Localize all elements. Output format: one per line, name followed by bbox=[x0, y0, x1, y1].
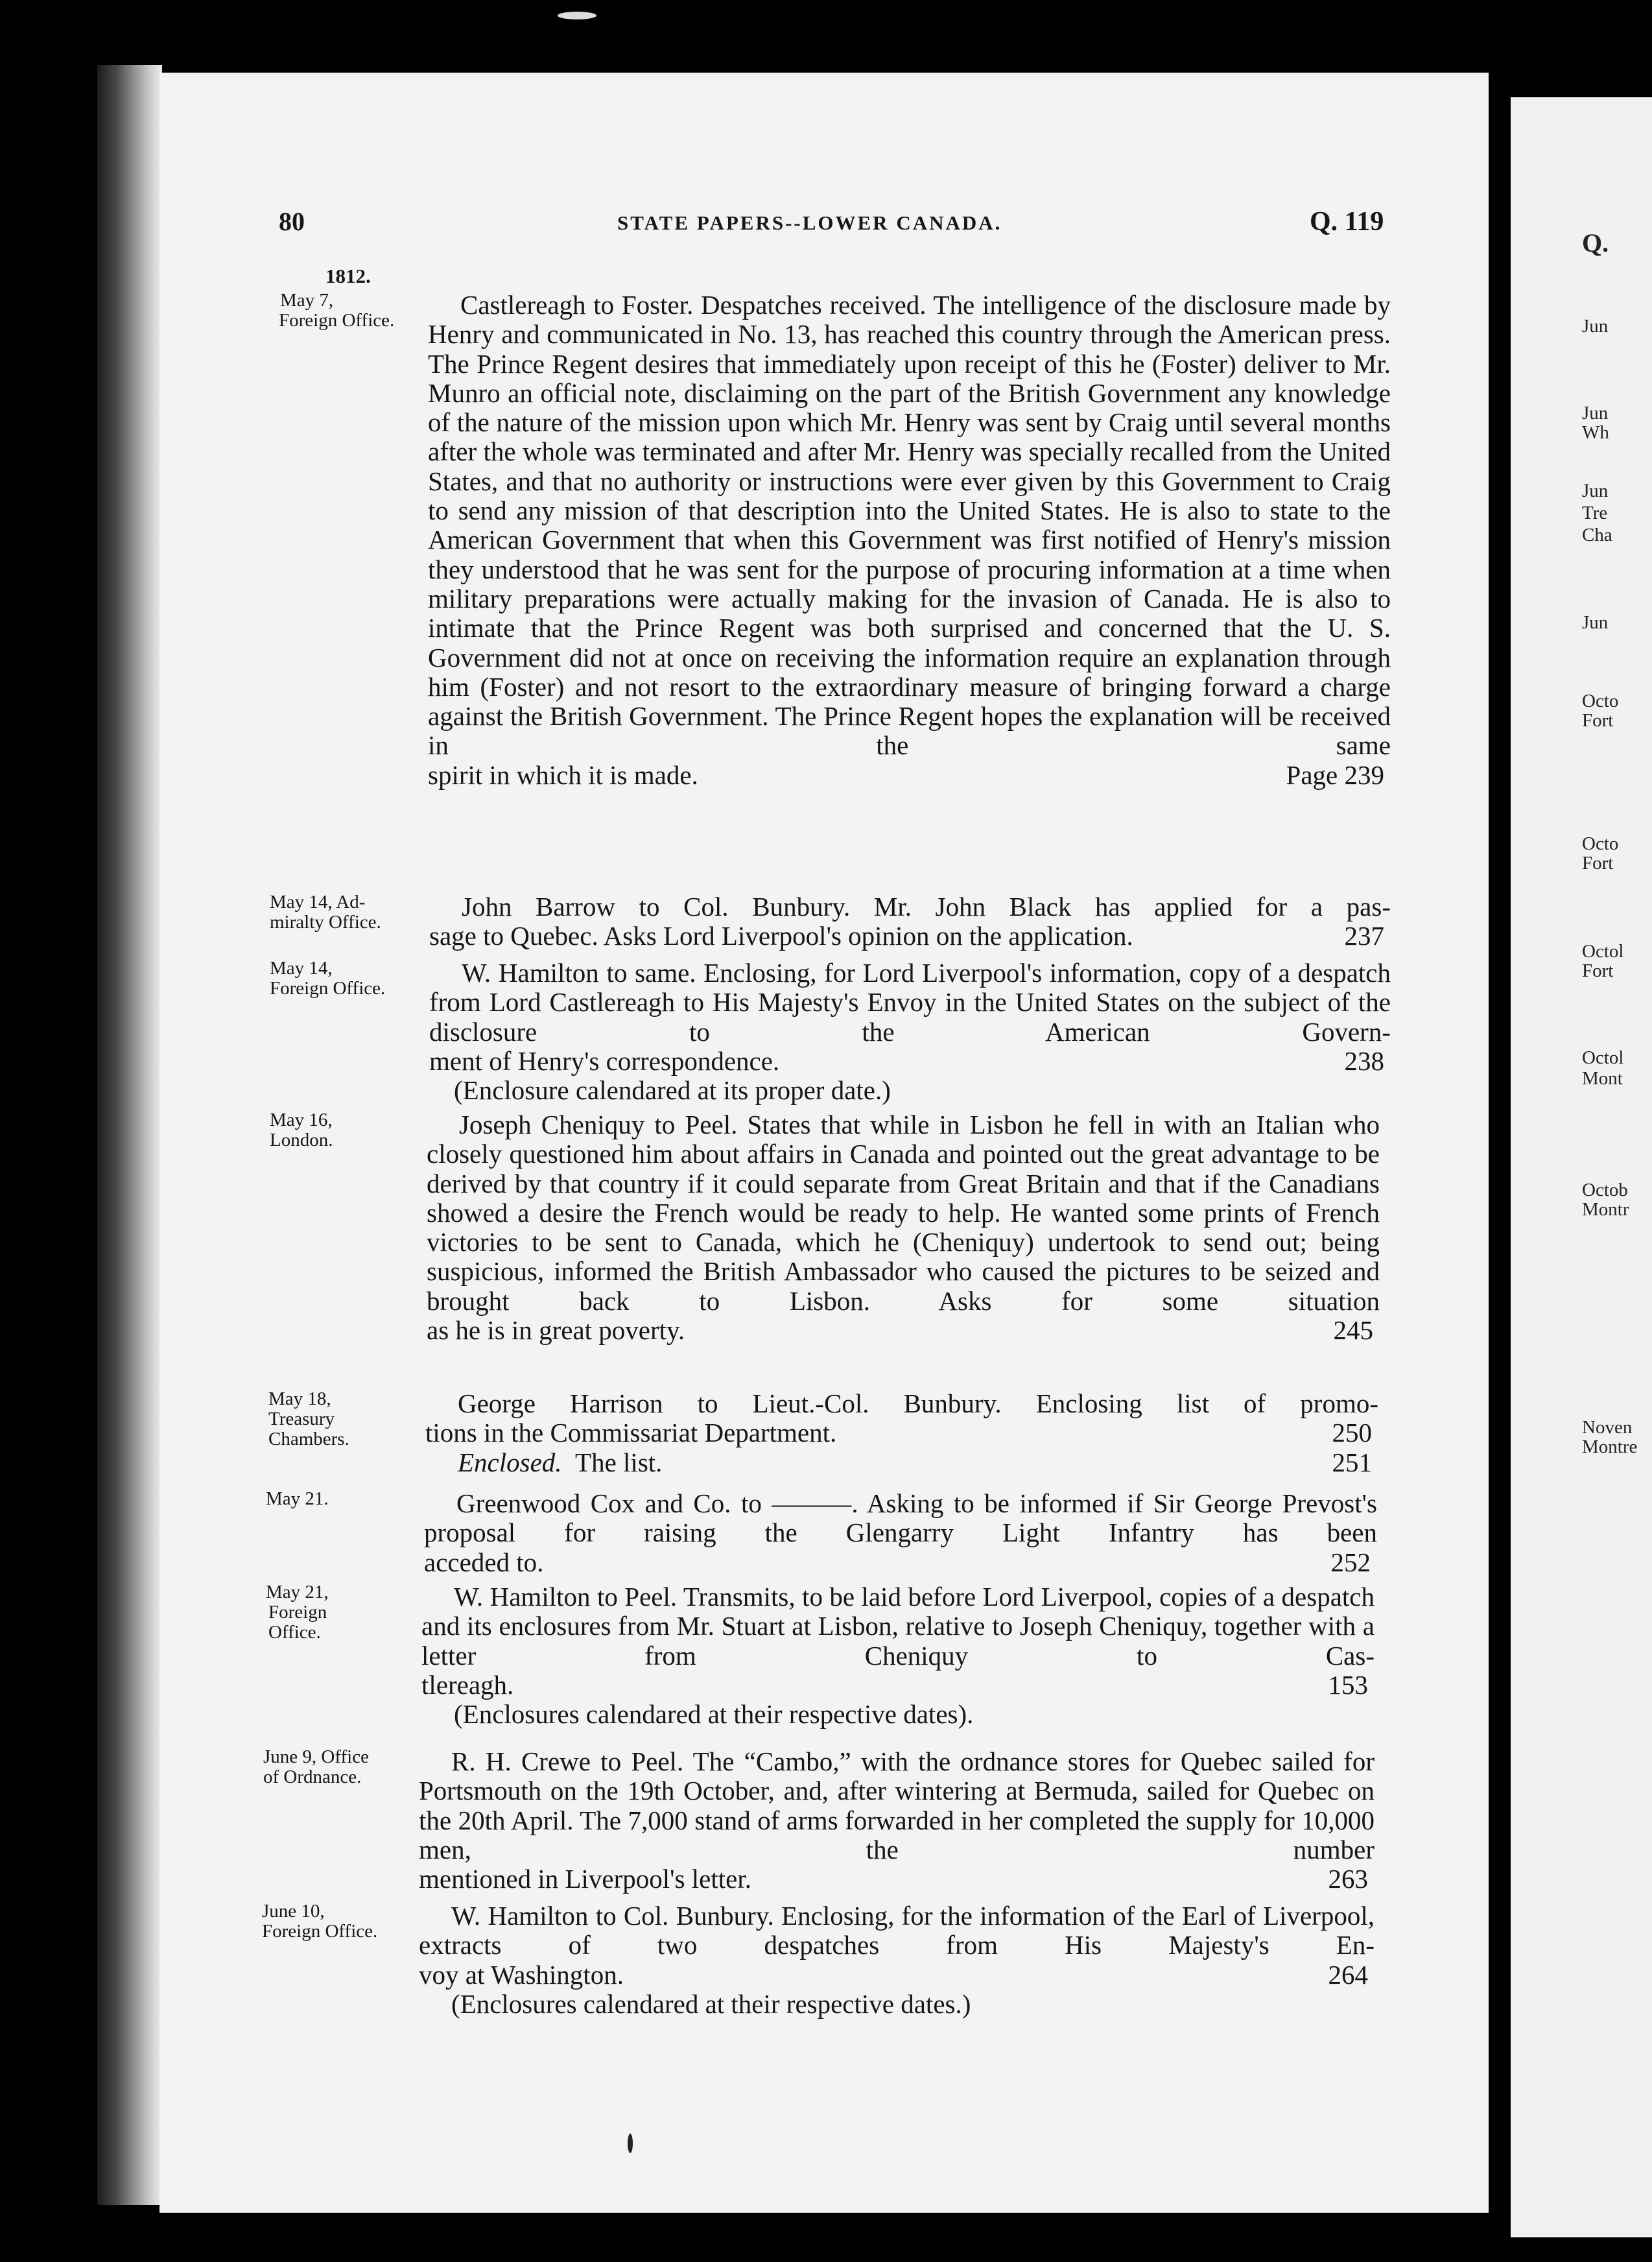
enclosure-note: (Enclosure calendared at its proper date.) bbox=[454, 1075, 891, 1106]
facing-fragment: Mont bbox=[1582, 1068, 1623, 1089]
entry-last-text: ment of Henry's correspondence. bbox=[429, 1045, 780, 1076]
enclosed-page-ref: 251 bbox=[1332, 1447, 1372, 1477]
entry-margin-note bbox=[266, 1489, 441, 1509]
entry-date: May 14, Ad- bbox=[270, 892, 366, 912]
enclosure-note: (Enclosures calendared at their respective dates). bbox=[454, 1699, 974, 1730]
facing-fragment: Q. bbox=[1582, 228, 1609, 257]
entry-last-line bbox=[425, 1418, 1378, 1447]
entry-body bbox=[421, 1582, 1375, 1700]
facing-fragment: Jun bbox=[1582, 612, 1609, 633]
entry-page-ref: 245 bbox=[1333, 1315, 1373, 1346]
entry-text: Greenwood Cox and Co. to ———. Asking to be informed if Sir George Prevost's proposal for raising the Glengarry Light Infantry has been bbox=[424, 1488, 1377, 1548]
entry-last-text: spirit in which it is made. bbox=[428, 759, 698, 790]
entry-text: Castlereagh to Foster. Despatches received. The intelligence of the disclosure made by Henry and communicated in No. 13, has reached this country through the American press. The Prince Regent desires that immediately upon receipt of this he (Foster) deliver to Mr. Munro an official note, disclaiming on the part of the British Government any knowledge of the nature of the mission upon which Mr. Henry was sent by Craig until several months after the whole was terminated and after Mr. Henry was specially recalled from the United States, and that no authority or instructions were ever given by this Government to Craig to send any mission of that description into the United States. He is also to state to the American Government that when this Government was first notified of Henry's mission they understood that he was sent for the purpose of procuring information at a time when military preparations were actually making for the invasion of Canada. He is also to intimate that the Prince Regent was both surprised and concerned that the U. S. Government did not at once on receiving the information require an explanation through him (Foster) and not resort to the extraordinary measure of bringing forward a charge against the British Government. The Prince Regent hopes the explanation will be received in the same bbox=[428, 290, 1391, 761]
entry-last-line bbox=[419, 1864, 1375, 1894]
calendar-entry bbox=[259, 291, 1391, 790]
entry-text: W. Hamilton to Col. Bunbury. Enclosing, for the information of the Earl of Liverpool, extracts of two despatches from His Majesty's En- bbox=[419, 1901, 1375, 1960]
entry-page-ref: 264 bbox=[1328, 1959, 1368, 1990]
entry-date: May 7, bbox=[280, 290, 334, 311]
entry-body bbox=[419, 1901, 1375, 1990]
entry-text: W. Hamilton to Peel. Transmits, to be laid before Lord Liverpool, copies of a despatch and its enclosures from Mr. Stuart at Lisbon, relative to Joseph Cheniquy, together with a letter from Cheniquy to Cas- bbox=[421, 1582, 1375, 1671]
entry-body bbox=[419, 1747, 1375, 1894]
entry-margin-note bbox=[262, 1901, 437, 1942]
entry-date: May 14, bbox=[270, 958, 333, 979]
facing-page bbox=[1511, 97, 1652, 2237]
entry-date: June 10, bbox=[262, 1901, 325, 1922]
entry-last-text: mentioned in Liverpool's letter. bbox=[419, 1864, 751, 1894]
entry-place: miralty Office. bbox=[270, 912, 381, 933]
entry-page-ref: 237 bbox=[1344, 921, 1384, 951]
entry-body bbox=[429, 958, 1391, 1076]
facing-fragment: Tre bbox=[1582, 503, 1608, 523]
calendar-entry bbox=[259, 958, 1391, 1105]
calendar-entry bbox=[259, 1489, 1391, 1577]
facing-fragment: Fort bbox=[1582, 710, 1614, 731]
entry-margin-note bbox=[270, 958, 445, 999]
entry-place: Foreign Office. bbox=[270, 978, 386, 999]
enclosed-text: The list. bbox=[575, 1447, 663, 1477]
facing-fragment: Cha bbox=[1582, 525, 1612, 545]
facing-fragment: Fort bbox=[1582, 960, 1614, 981]
facing-fragment: Noven bbox=[1582, 1417, 1633, 1438]
entry-page-ref: 252 bbox=[1330, 1547, 1371, 1577]
entry-last-line bbox=[428, 761, 1391, 790]
entry-last-line bbox=[419, 1960, 1375, 1990]
facing-fragment: Octob bbox=[1582, 1180, 1628, 1200]
book-gutter-shadow bbox=[97, 65, 162, 2205]
facing-fragment: Jun bbox=[1582, 316, 1609, 337]
enclosed-label: Enclosed. bbox=[458, 1447, 562, 1477]
calendar-entry bbox=[259, 1389, 1391, 1477]
entry-body bbox=[427, 1110, 1380, 1345]
calendar-entry bbox=[259, 892, 1391, 951]
entry-text: Joseph Cheniquy to Peel. States that while in Lisbon he fell in with an Italian who closely questioned him about affairs in Canada and pointed out the great advantage to be derived by that country if it could separate from Great Britain and that if the Canadians showed a desire the French would be ready to help. He wanted some prints of French victories to be sent to Canada, which he (Cheniquy) undertook to send out; being suspicious, informed the British Ambassador who caused the pictures to be seized and brought back to Lisbon. Asks for some situation bbox=[427, 1110, 1380, 1316]
entry-place: Foreign Office. bbox=[268, 1602, 327, 1643]
entry-place: London. bbox=[270, 1130, 333, 1150]
entry-body bbox=[424, 1489, 1377, 1577]
entry-last-text: voy at Washington. bbox=[419, 1959, 624, 1990]
facing-fragment: Jun bbox=[1582, 403, 1609, 423]
entry-place: Foreign Office. bbox=[262, 1921, 378, 1942]
entry-body bbox=[428, 291, 1391, 790]
entry-date: May 16, bbox=[270, 1110, 333, 1130]
entry-date: May 21. bbox=[266, 1488, 329, 1509]
facing-fragment: Montre bbox=[1582, 1436, 1638, 1457]
facing-fragment: Octol bbox=[1582, 1047, 1624, 1068]
scan-artifact bbox=[558, 12, 596, 19]
entry-page-ref: 250 bbox=[1332, 1418, 1372, 1448]
entry-last-text: tlereagh. bbox=[421, 1669, 514, 1700]
page-number: 80 bbox=[279, 207, 305, 236]
entry-page-ref: 263 bbox=[1328, 1864, 1368, 1894]
calendar-entry bbox=[259, 1901, 1391, 2019]
calendar-entry bbox=[259, 1110, 1391, 1345]
entry-last-line bbox=[424, 1548, 1377, 1577]
entry-text: W. Hamilton to same. Enclosing, for Lord Liverpool's information, copy of a despatch from Lord Castlereagh to His Majesty's Envoy in the United States on the subject of the disclosure to the American Govern- bbox=[429, 958, 1391, 1047]
entry-last-text: as he is in great poverty. bbox=[427, 1315, 685, 1346]
facing-fragment: Montr bbox=[1582, 1199, 1629, 1220]
entry-page-ref: Page 239 bbox=[1286, 759, 1384, 790]
entry-last-line bbox=[427, 1316, 1380, 1345]
facing-fragment: Wh bbox=[1582, 422, 1609, 443]
facing-fragment: Jun bbox=[1582, 481, 1609, 501]
entry-place: of Ordnance. bbox=[263, 1767, 362, 1787]
entry-date: May 18, bbox=[268, 1388, 331, 1409]
facing-fragment: Octol bbox=[1582, 941, 1624, 962]
entry-last-line bbox=[429, 922, 1391, 951]
enclosure-note: (Enclosures calendared at their respective dates.) bbox=[451, 1988, 971, 2019]
running-title: STATE PAPERS--LOWER CANADA. bbox=[617, 211, 1002, 234]
entry-body bbox=[429, 892, 1391, 951]
entry-place: Treasury Chambers. bbox=[268, 1409, 349, 1449]
calendar-entry bbox=[259, 1582, 1391, 1729]
entry-margin-note bbox=[270, 892, 445, 933]
entry-page-ref: 238 bbox=[1344, 1045, 1384, 1076]
volume-reference: Q. 119 bbox=[1310, 207, 1384, 237]
scan-artifact bbox=[628, 2134, 633, 2153]
entry-last-text: tions in the Commissariat Department. bbox=[425, 1418, 837, 1448]
entry-text: John Barrow to Col. Bunbury. Mr. John Black has applied for a pas- bbox=[462, 892, 1391, 922]
entry-text: George Harrison to Lieut.-Col. Bunbury. Enclosing list of promo- bbox=[458, 1388, 1378, 1418]
entry-margin-note bbox=[270, 1110, 445, 1150]
entry-margin-note bbox=[266, 1582, 441, 1643]
entry-page-ref: 153 bbox=[1328, 1669, 1368, 1700]
entry-date: June 9, Office bbox=[263, 1746, 369, 1767]
entry-last-line bbox=[429, 1047, 1391, 1076]
entry-last-line bbox=[421, 1671, 1375, 1700]
entry-margin-note bbox=[268, 1389, 443, 1449]
facing-fragment: Fort bbox=[1582, 853, 1614, 874]
entry-place: Foreign Office. bbox=[279, 310, 395, 331]
enclosed-line bbox=[458, 1448, 1378, 1477]
entry-last-text: acceded to. bbox=[424, 1547, 544, 1577]
calendar-entry bbox=[259, 1747, 1391, 1894]
year-heading: 1812. bbox=[325, 265, 371, 287]
entry-margin-note bbox=[279, 291, 454, 331]
entry-margin-note bbox=[263, 1747, 438, 1787]
entry-body bbox=[425, 1389, 1378, 1448]
entry-text: R. H. Crewe to Peel. The “Cambo,” with the ordnance stores for Quebec sailed for Portsmouth on the 19th October, and, after wintering at Bermuda, sailed for Quebec on the 20th April. The 7,000 stand of arms forwarded in her completed the supply for 10,000 men, the number bbox=[419, 1746, 1375, 1864]
facing-fragment: Octo bbox=[1582, 833, 1619, 854]
entry-date: May 21, bbox=[266, 1582, 329, 1602]
facing-fragment: Octo bbox=[1582, 691, 1619, 711]
entry-last-text: sage to Quebec. Asks Lord Liverpool's opinion on the application. bbox=[429, 921, 1133, 951]
